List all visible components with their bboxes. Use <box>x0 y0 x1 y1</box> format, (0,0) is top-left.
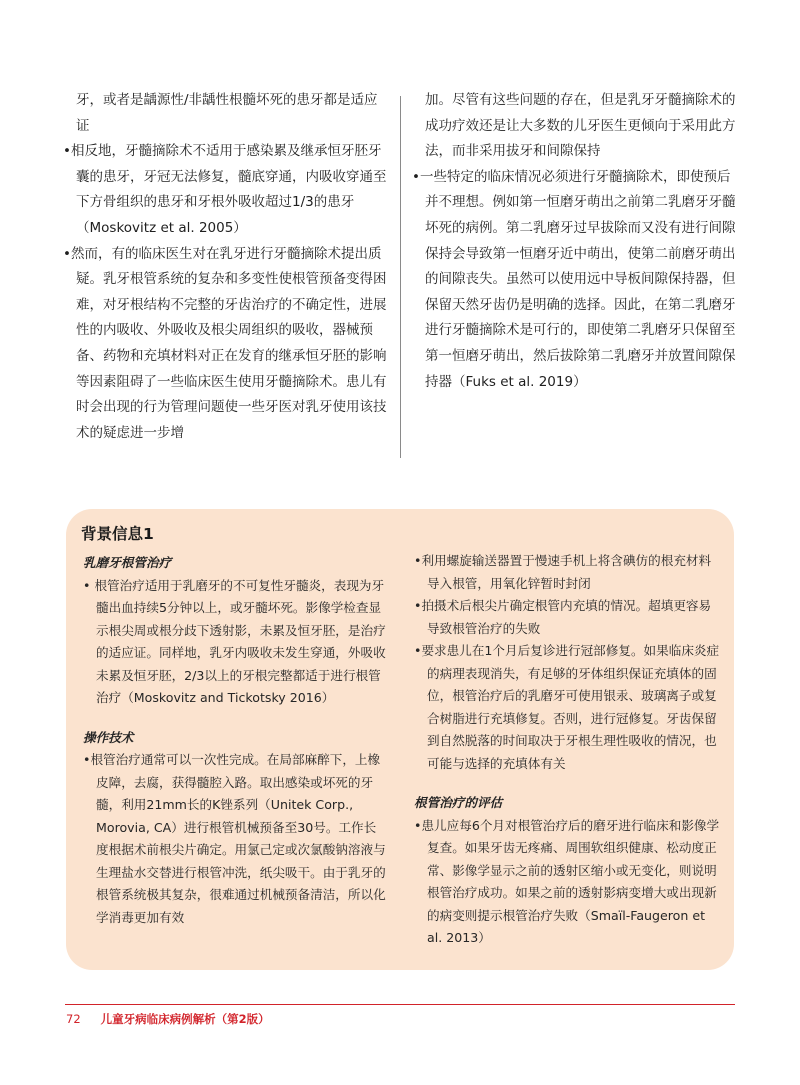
book-title: 儿童牙病临床病例解析（第2版） <box>100 1012 270 1026</box>
box-right-column <box>414 550 722 950</box>
footer-rule <box>65 1004 735 1005</box>
bullet-paragraph: • 根管治疗适用于乳磨牙的不可复性牙髓炎，表现为牙髓出血持续5分钟以上，或牙髓坏死。影像学检查显示根尖周或根分歧下透射影，未累及恒牙胚，是治疗的适应证。同样地，乳牙内吸收未发生穿通，外吸收未累及恒牙胚，2/3以上的牙根完整都适于进行根管治疗（Moskovitz and Tickotsky 2016） <box>83 577 386 705</box>
bullet-paragraph: •然而，有的临床医生对在乳牙进行牙髓摘除术提出质疑。乳牙根管系统的复杂和多变性使根管预备变得困难，对牙根结构不完整的牙齿治疗的不确定性，进展性的内吸收、外吸收及根尖周组织的吸收，器械预备、药物和充填材料对正在发育的继承恒牙胚的影响等因素阻碍了一些临床医生使用牙髓摘除术。患儿有时会出现的行为管理问题使一些牙医对乳牙使用该技术的疑虑进一步增 <box>63 245 387 441</box>
bullet-text: 患儿应每6个月对根管治疗后的磨牙进行临床和影像学复查。如果牙齿无疼痛、周围软组织健康、松动度正常、影像学显示之前的透射区缩小或无变化，则说明根管治疗成功。如果之前的透射影病变增大或出现新的病变则提示根管治疗失败（Smaïl-Faugeron et al. 2013） <box>421 817 720 945</box>
paragraph: 牙，或者是龋源性/非龋性根髓坏死的患牙都是适应证 <box>76 92 378 134</box>
box-title: 背景信息1 <box>81 525 154 543</box>
box-left-column <box>83 552 388 929</box>
section-heading: 操作技术 <box>83 729 134 745</box>
bullet-text: 一些特定的临床情况必须进行牙髓摘除术，即使预后并不理想。例如第一恒磨牙萌出之前第二乳磨牙牙髓坏死的病例。第二乳磨牙过早拔除而又没有进行间隙保持会导致第一恒磨牙近中萌出，使第二前磨牙萌出的间隙丧失。虽然可以使用远中导板间隙保持器，但保留天然牙齿仍是明确的选择。因此，在第二乳磨牙进行牙髓摘除术是可行的，即使第二乳磨牙只保留至第一恒磨牙萌出，然后拔除第二乳磨牙并放置间隙保持器（Fuks et al. 2019） <box>419 168 736 390</box>
bullet-paragraph: •拍摄术后根尖片确定根管内充填的情况。超填更容易导致根管治疗的失败 <box>414 598 712 636</box>
section-heading: 乳磨牙根管治疗 <box>83 555 172 570</box>
bullet-paragraph: •要求患儿在1个月后复诊进行冠部修复。如果临床炎症的病理表现消失，有足够的牙体组织保证充填体的固位，根管治疗后的乳磨牙可使用银汞、玻璃离子或复合树脂进行充填修复。否则，进行冠修复。牙齿保留到自然脱落的时间取决于牙根生理性吸收的情况，也可能与选择的充填体有关 <box>414 643 720 771</box>
bullet-paragraph: •患儿应每6个月对根管治疗后的磨牙进行临床和影像学复查。如果牙齿无疼痛、周围软组织健康、松动度正常、影像学显示之前的透射区缩小或无变化，则说明根管治疗成功。如果之前的透射影病变增大或出现新的病变则提示根管治疗失败（Smaïl-Faugeron et al. 2013） <box>414 817 720 945</box>
bullet-paragraph: •根管治疗通常可以一次性完成。在局部麻醉下，上橡皮障，去腐，获得髓腔入路。取出感染或坏死的牙髓，利用21mm长的K锉系列（Unitek Corp., Morovia, CA）进行根管机械预备至30号。工作长度根据术前根尖片确定。用氯己定或次氯酸钠溶液与生理盐水交替进行根管冲洗，纸尖吸干。由于乳牙的根管系统极其复杂，很难通过机械预备清洁，所以化学消毒更加有效 <box>83 752 386 925</box>
left-text-column <box>63 88 388 446</box>
bullet-paragraph: •相反地，牙髓摘除术不适用于感染累及继承恒牙胚牙囊的患牙，牙冠无法修复，髓底穿通，内吸收穿通至下方骨组织的患牙和牙根外吸收超过1/3的患牙（Moskovitz et al. 2005） <box>63 143 387 236</box>
bullet-text: 然而，有的临床医生对在乳牙进行牙髓摘除术提出质疑。乳牙根管系统的复杂和多变性使根管预备变得困难，对牙根结构不完整的牙齿治疗的不确定性，进展性的内吸收、外吸收及根尖周组织的吸收，器械预备、药物和充填材料对正在发育的继承恒牙胚的影响等因素阻碍了一些临床医生使用牙髓摘除术。患儿有时会出现的行为管理问题使一些牙医对乳牙使用该技术的疑虑进一步增 <box>70 245 387 441</box>
bullet-text: 利用螺旋输送器置于慢速手机上将含碘仿的根充材料导入根管，用氧化锌暂时封闭 <box>421 553 712 591</box>
column-divider <box>400 96 401 458</box>
page-footer <box>66 1011 270 1027</box>
paragraph: 加。尽管有这些问题的存在，但是乳牙牙髓摘除术的成功疗效还是让大多数的儿牙医生更倾向于采用此方法，而非采用拔牙和间隙保持 <box>425 92 736 160</box>
section-heading: 根管治疗的评估 <box>414 795 503 810</box>
page-number: 72 <box>66 1012 81 1026</box>
bullet-paragraph: •利用螺旋输送器置于慢速手机上将含碘仿的根充材料导入根管，用氧化锌暂时封闭 <box>414 553 712 591</box>
spacer <box>414 775 722 792</box>
right-text-column <box>412 88 736 395</box>
bullet-paragraph: •一些特定的临床情况必须进行牙髓摘除术，即使预后并不理想。例如第一恒磨牙萌出之前第二乳磨牙牙髓坏死的病例。第二乳磨牙过早拔除而又没有进行间隙保持会导致第一恒磨牙近中萌出，使第二前磨牙萌出的间隙丧失。虽然可以使用远中导板间隙保持器，但保留天然牙齿仍是明确的选择。因此，在第二乳磨牙进行牙髓摘除术是可行的，即使第二乳磨牙只保留至第一恒磨牙萌出，然后拔除第二乳磨牙并放置间隙保持器（Fuks et al. 2019） <box>412 168 736 390</box>
bullet-text: 根管治疗通常可以一次性完成。在局部麻醉下，上橡皮障，去腐，获得髓腔入路。取出感染或坏死的牙髓，利用21mm长的K锉系列（Unitek Corp., Morovia, CA）进行根管机械预备至30号。工作长度根据术前根尖片确定。用氯己定或次氯酸钠溶液与生理盐水交替进行根管冲洗，纸尖吸干。由于乳牙的根管系统极其复杂，很难通过机械预备清洁，所以化学消毒更加有效 <box>90 752 386 925</box>
bullet-text: 相反地，牙髓摘除术不适用于感染累及继承恒牙胚牙囊的患牙，牙冠无法修复，髓底穿通，内吸收穿通至下方骨组织的患牙和牙根外吸收超过1/3的患牙（Moskovitz et al. 2005） <box>70 143 387 236</box>
bullet-text: 拍摄术后根尖片确定根管内充填的情况。超填更容易导致根管治疗的失败 <box>421 598 712 636</box>
bullet-text: 要求患儿在1个月后复诊进行冠部修复。如果临床炎症的病理表现消失，有足够的牙体组织保证充填体的固位，根管治疗后的乳磨牙可使用银汞、玻璃离子或复合树脂进行充填修复。否则，进行冠修复。牙齿保留到自然脱落的时间取决于牙根生理性吸收的情况，也可能与选择的充填体有关 <box>421 643 720 771</box>
bullet-text: 根管治疗适用于乳磨牙的不可复性牙髓炎，表现为牙髓出血持续5分钟以上，或牙髓坏死。影像学检查显示根尖周或根分歧下透射影，未累及恒牙胚，是治疗的适应证。同样地，乳牙内吸收未发生穿通，外吸收未累及恒牙胚，2/3以上的牙根完整都适于进行根管治疗（Moskovitz and Tickotsky 2016） <box>94 577 386 705</box>
spacer <box>83 710 388 727</box>
